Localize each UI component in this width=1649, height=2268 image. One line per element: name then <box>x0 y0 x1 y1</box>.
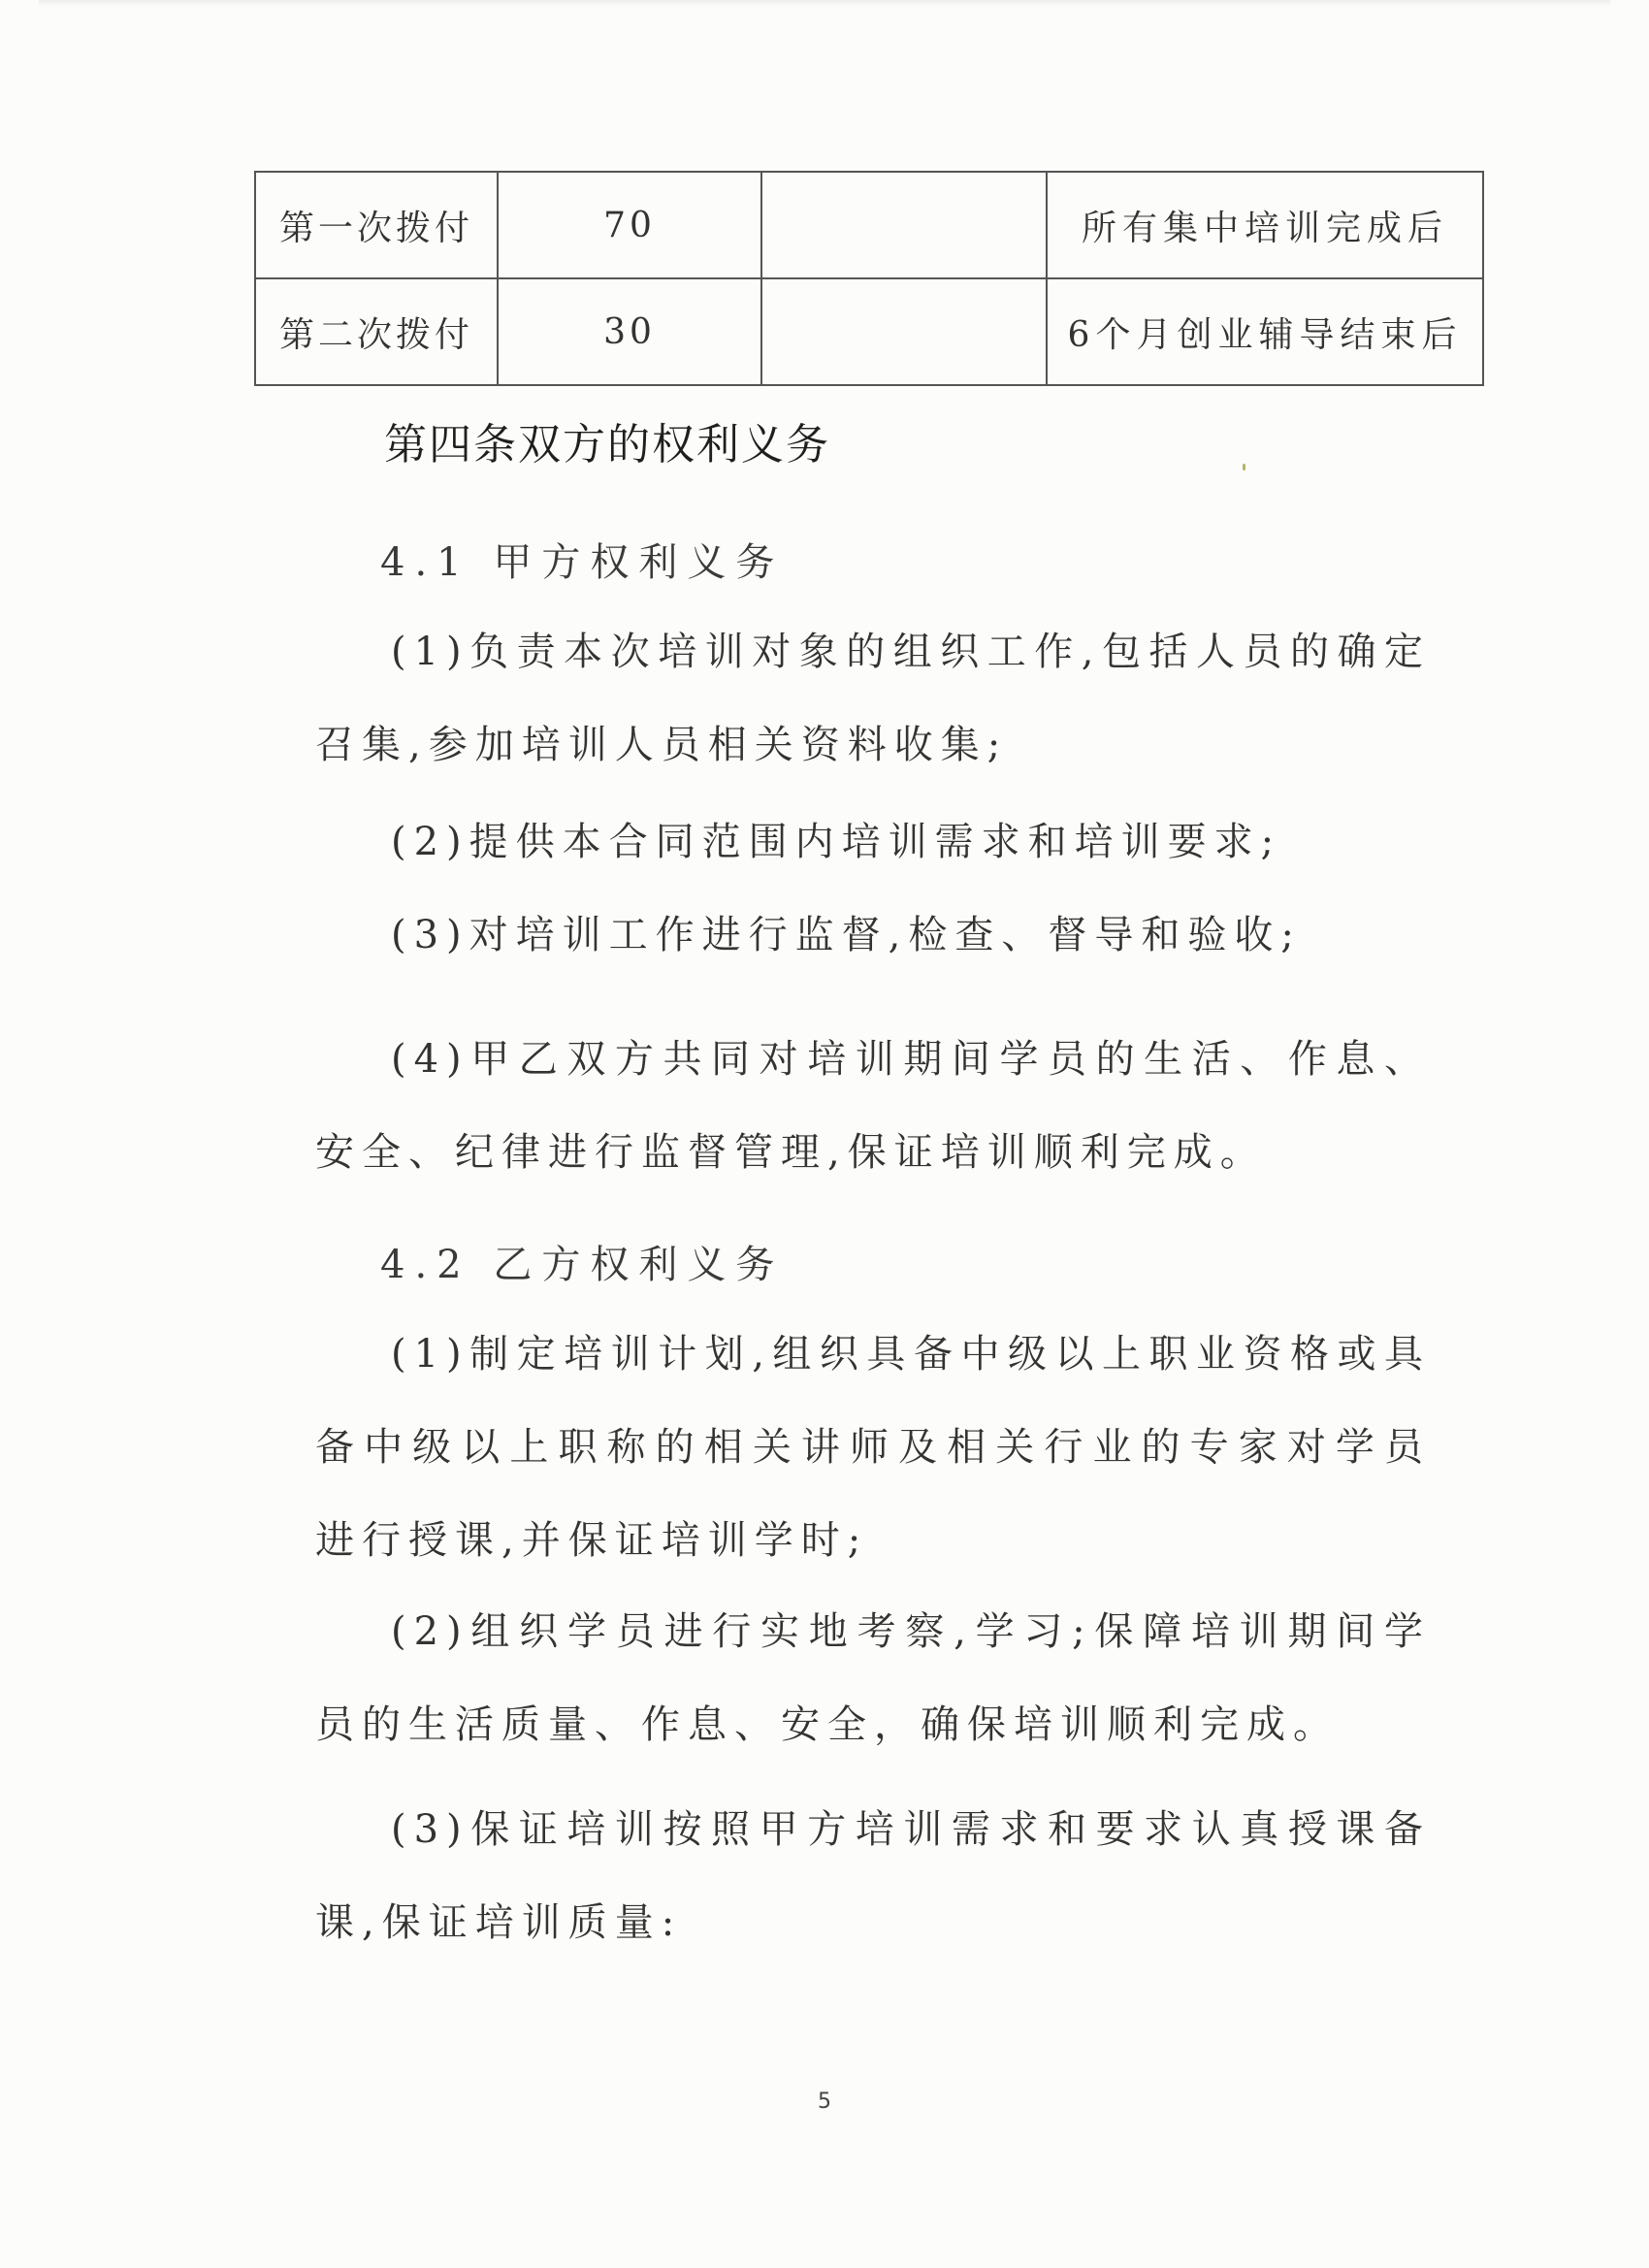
stage-cell: 第二次拨付 <box>255 278 498 385</box>
table-row <box>255 278 1483 385</box>
party-b-item-2: (2)组织学员进行实地考察,学习;保障培训期间学员的生活质量、作息、安全，确保培训顺利完成。 <box>315 1609 1431 1747</box>
article-title: 第四条双方的权利义务 <box>384 420 830 470</box>
percent-cell: 70 <box>498 172 761 278</box>
amount-cell <box>761 278 1047 385</box>
stage-cell: 第一次拨付 <box>255 172 498 278</box>
scan-edge-mark <box>39 0 1610 6</box>
party-a-heading: 4.1 甲方权利义务 <box>380 540 785 585</box>
amount-cell <box>761 172 1047 278</box>
scan-speck <box>1243 464 1245 470</box>
condition-cell: 所有集中培训完成后 <box>1047 172 1483 278</box>
payment-schedule-table <box>254 171 1484 386</box>
party-b-item-3: (3)保证培训按照甲方培训需求和要求认真授课备课,保证培训质量: <box>315 1807 1431 1945</box>
party-b-item-1: (1)制定培训计划,组织具备中级以上职业资格或具备中级以上职称的相关讲师及相关行业的专家对学员进行授课,并保证培训学时; <box>315 1332 1431 1563</box>
page-number: 5 <box>818 2090 831 2114</box>
percent-cell: 30 <box>498 278 761 385</box>
party-a-item-4: (4)甲乙双方共同对培训期间学员的生活、作息、安全、纪律进行监督管理,保证培训顺利完成。 <box>315 1037 1431 1175</box>
table-row <box>255 172 1483 278</box>
party-a-item-2: (2)提供本合同范围内培训需求和培训要求; <box>391 820 1282 864</box>
condition-cell: 6个月创业辅导结束后 <box>1047 278 1483 385</box>
party-b-heading: 4.2 乙方权利义务 <box>380 1243 785 1287</box>
party-a-item-3: (3)对培训工作进行监督,检查、督导和验收; <box>391 913 1302 957</box>
party-a-item-1: (1)负责本次培训对象的组织工作,包括人员的确定召集,参加培训人员相关资料收集; <box>315 630 1431 767</box>
